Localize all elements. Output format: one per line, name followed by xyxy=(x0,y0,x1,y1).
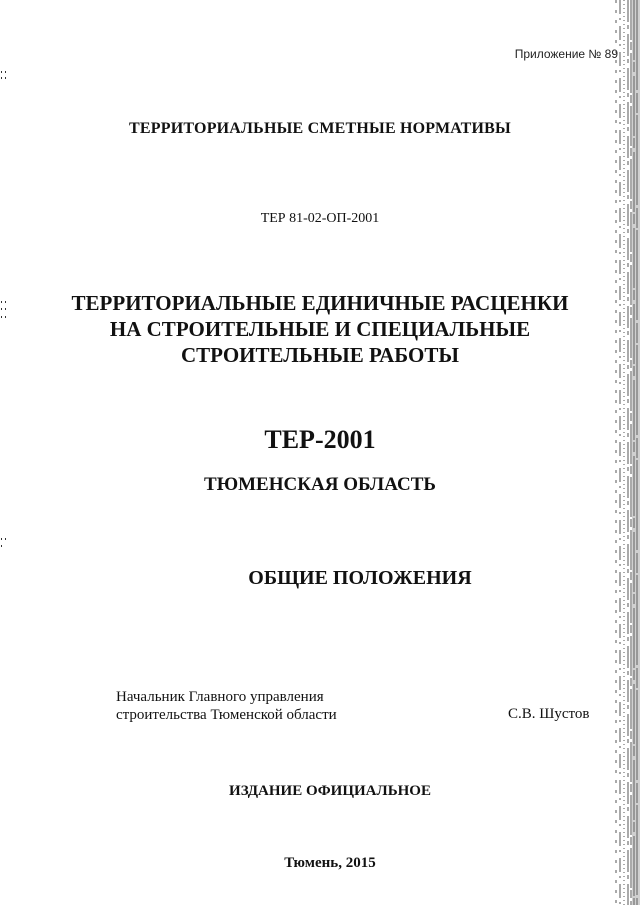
signatory-position-line-1: Начальник Главного управления xyxy=(116,689,324,705)
main-title-line-2: НА СТРОИТЕЛЬНЫЕ И СПЕЦИАЛЬНЫЕ xyxy=(109,317,531,341)
scan-edge-artifact xyxy=(610,0,640,905)
signatory-name: С.В. Шустов xyxy=(508,706,590,722)
main-title xyxy=(0,290,640,368)
signatory-position xyxy=(116,688,337,724)
header-title: ТЕРРИТОРИАЛЬНЫЕ СМЕТНЫЕ НОРМАТИВЫ xyxy=(129,120,511,137)
edition-label: ИЗДАНИЕ ОФИЦИАЛЬНОЕ xyxy=(229,783,431,799)
appendix-label: Приложение № 89 xyxy=(514,47,618,61)
document-code: ТЕР 81-02-ОП-2001 xyxy=(260,211,380,226)
main-title-line-3: СТРОИТЕЛЬНЫЕ РАБОТЫ xyxy=(180,343,460,367)
region-name: ТЮМЕНСКАЯ ОБЛАСТЬ xyxy=(204,474,436,495)
scan-mark-left-2 xyxy=(0,300,8,326)
signatory-position-line-2: строительства Тюменской области xyxy=(116,707,337,723)
scan-mark-left-3 xyxy=(0,537,8,551)
main-title-line-1: ТЕРРИТОРИАЛЬНЫЕ ЕДИНИЧНЫЕ РАСЦЕНКИ xyxy=(71,291,569,315)
place-year: Тюмень, 2015 xyxy=(284,855,376,871)
section-title: ОБЩИЕ ПОЛОЖЕНИЯ xyxy=(248,567,472,589)
standard-name: ТЕР-2001 xyxy=(264,425,376,454)
scan-mark-left-1 xyxy=(0,70,8,82)
